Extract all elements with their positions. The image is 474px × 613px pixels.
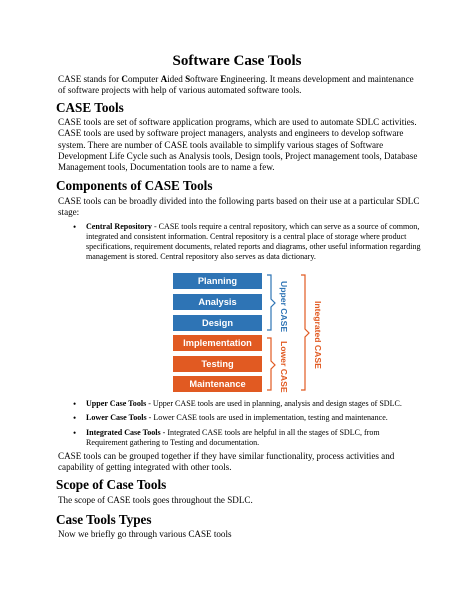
central-repository-text: - CASE tools require a central repository, which can serve as a source of common, integrated and consistent information. Central repository is a central place of storage where product specifications, requirement documents, related reports and diagrams, other useful information regarding management is stored. Central repository also serves as data dictionary. — [86, 222, 421, 262]
types-paragraph: Now we briefly go through various CASE tools — [58, 529, 232, 539]
integrated-case-label: Integrated CASE — [313, 301, 323, 369]
intro-text: CASE stands for — [58, 74, 122, 84]
intro-letter-a: A — [160, 74, 168, 84]
bullet-dot-icon: • — [73, 413, 77, 423]
bullet-dot-icon: • — [73, 222, 77, 232]
lower-case-text: - Lower CASE tools are used in implementation, testing and maintenance. — [146, 413, 388, 422]
upper-case-label: Upper CASE — [279, 281, 289, 333]
integrated-case-text: - Integrated CASE tools are helpful in all the stages of SDLC, from Requirement gathering to Testing and documentation. — [86, 428, 380, 448]
upper-case-term: Upper Case Tools — [86, 399, 147, 408]
intro-letter-s: S — [185, 74, 191, 84]
integrated-case-term: Integrated Case Tools — [86, 428, 161, 437]
intro-text: ided — [167, 74, 186, 84]
grouping-paragraph: CASE tools can be grouped together if they have similar functionality, process activities and capability of getting integrated with other tools. — [58, 451, 395, 473]
diagram-box-planning: Planning — [173, 273, 262, 289]
intro-text: oftware — [190, 74, 221, 84]
central-repository-term: Central Repository — [86, 222, 152, 231]
bullet-lower-case — [73, 413, 422, 423]
lower-case-term: Lower Case Tools — [86, 413, 147, 422]
bullet-dot-icon: • — [73, 399, 77, 409]
bullet-upper-case — [73, 399, 422, 409]
diagram-box-analysis: Analysis — [173, 294, 262, 310]
upper-case-text: - Upper CASE tools are used in planning, analysis and design stages of SDLC. — [146, 399, 402, 408]
page-title: Software Case Tools — [172, 53, 302, 69]
scope-paragraph: The scope of CASE tools goes throughout the SDLC. — [58, 495, 253, 505]
bullet-dot-icon: • — [73, 428, 77, 438]
diagram-box-design: Design — [173, 315, 262, 331]
heading-components: Components of CASE Tools — [56, 178, 213, 193]
diagram-box-testing: Testing — [173, 356, 262, 372]
diagram-box-implementation: Implementation — [173, 335, 262, 351]
components-paragraph: CASE tools can be broadly divided into the following parts based on their use at a particular SDLC stage: — [58, 196, 420, 218]
intro-text: ngineering. It means development and maintenance of software projects with help of various automated software tools. — [58, 74, 414, 96]
bullet-integrated-case — [73, 428, 422, 448]
lower-case-label: Lower CASE — [279, 341, 289, 393]
intro-letter-e: E — [220, 74, 227, 84]
heading-types: Case Tools Types — [56, 512, 152, 527]
diagram-box-maintenance: Maintenance — [173, 376, 262, 392]
intro-letter-c: C — [121, 74, 128, 84]
heading-case-tools: CASE Tools — [56, 100, 124, 115]
intro-text: omputer — [127, 74, 161, 84]
case-tools-paragraph: CASE tools are set of software application programs, which are used to automate SDLC activities. CASE tools are used by software project managers, analysts and engineers to develop software system. There are number of CASE tools available to simplify various stages of Software Development Life Cycle such as Analysis tools, Design tools, Project management tools, Database Management tools, Documentation tools are to name a few. — [58, 117, 418, 173]
heading-scope: Scope of Case Tools — [56, 477, 167, 492]
